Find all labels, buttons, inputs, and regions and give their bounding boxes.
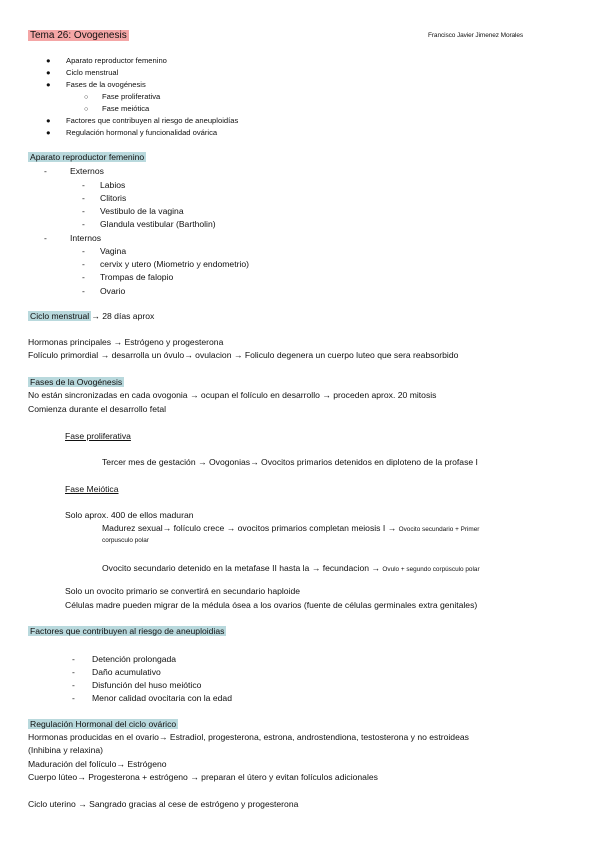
circle-bullet-icon: ○: [84, 94, 89, 101]
paragraph-line: Hormonas producidas en el ovario→ Estradiol, progesterona, estrona, androstendiona, testosterona y no estroideas: [28, 732, 469, 742]
list-item: [44, 166, 104, 176]
list-item: [72, 654, 176, 664]
bullet-icon: ●: [46, 80, 51, 89]
list-item: [82, 193, 126, 203]
section-heading-factores: Factores que contribuyen al riesgo de aneuploidias: [30, 626, 225, 636]
list-item-label: Daño acumulativo: [92, 667, 161, 677]
dash-marker: -: [82, 259, 85, 269]
list-item: [72, 693, 232, 703]
dash-marker: -: [82, 286, 85, 296]
toc-subitem: [84, 92, 160, 101]
section-heading-regulacion: Regulación Hormonal del ciclo ovárico: [30, 719, 177, 729]
list-item: [82, 180, 125, 190]
ciclo-suffix: → 28 días aprox: [91, 311, 155, 321]
list-item-label: Clitoris: [100, 193, 127, 203]
list-item-label: Menor calidad ovocitaria con la edad: [92, 693, 232, 703]
list-item: [82, 272, 173, 282]
paragraph-line: Hormonas principales → Estrógeno y progesterona: [28, 337, 224, 347]
toc-item-label: Ciclo menstrual: [66, 68, 119, 77]
bullet-icon: ●: [46, 56, 51, 65]
dash-marker: -: [72, 667, 75, 677]
toc-item: [46, 80, 146, 89]
list-item-label: Detención prolongada: [92, 654, 177, 664]
paragraph-line: Solo un ovocito primario se convertirá en secundario haploide: [65, 586, 301, 596]
toc-item: [46, 128, 217, 137]
line-text-small: Ovocito secundario + Primer: [398, 526, 480, 533]
list-item-label: Glandula vestibular (Bartholin): [100, 219, 216, 229]
toc-item: [46, 116, 238, 125]
list-item-label: Disfunción del huso meiótico: [92, 680, 202, 690]
dash-marker: -: [72, 693, 75, 703]
paragraph-line: Cuerpo lúteo→ Progesterona + estrógeno → preparan el útero y evitan folículos adicionales: [28, 772, 378, 782]
paragraph-line: Folículo primordial → desarrolla un óvulo→ ovulacion → Foliculo degenera un cuerpo luteo que sera reabsorbido: [28, 350, 459, 360]
list-item: [82, 246, 126, 256]
paragraph-line: (Inhibina y relaxina): [28, 745, 103, 755]
paragraph-line: Tercer mes de gestación → Ovogonias→ Ovocitos primarios detenidos en diploteno de la profase I: [102, 457, 478, 467]
paragraph-line: Solo aprox. 400 de ellos maduran: [65, 510, 194, 520]
section-heading-fases: Fases de la Ovogénesis: [30, 377, 123, 387]
line-text: Madurez sexual→ folículo crece → ovocitos primarios completan meiosis I →: [102, 523, 399, 533]
dash-marker: -: [82, 180, 85, 190]
dash-marker: -: [82, 219, 85, 229]
dash-marker: -: [82, 272, 85, 282]
list-item-label: cervix y utero (Miometrio y endometrio): [100, 259, 250, 269]
bullet-icon: ●: [46, 68, 51, 77]
paragraph-line: [102, 523, 479, 533]
line-text-small: Ovulo + segundo corpúsculo polar: [382, 566, 480, 573]
paragraph-line: No están sincronizadas en cada ovogonia → ocupan el folículo en desarrollo → proceden aprox. 20 mitosis: [28, 390, 437, 400]
paragraph-line-small: corpusculo polar: [102, 537, 149, 544]
list-item: [72, 680, 201, 690]
list-item-label: Vagina: [100, 246, 127, 256]
toc-item-label: Fases de la ovogénesis: [66, 80, 146, 89]
list-item: [82, 286, 125, 296]
paragraph-line: Células madre pueden migrar de la médula ósea a los ovarios (fuente de células germinales extra genitales): [65, 600, 478, 610]
list-item-label: Ovario: [100, 286, 126, 296]
list-item-label: Externos: [70, 166, 104, 176]
list-item: [44, 233, 101, 243]
dash-marker: -: [72, 654, 75, 664]
paragraph-line: [102, 563, 480, 573]
toc-item-label: Aparato reproductor femenino: [66, 56, 167, 65]
toc-item: [46, 56, 167, 65]
author-name: Francisco Javier Jimenez Morales: [428, 32, 524, 39]
dash-marker: -: [72, 680, 75, 690]
ciclo-heading-line: [28, 311, 154, 321]
toc-item: [46, 68, 118, 77]
dash-marker: -: [44, 166, 47, 176]
list-item-label: Trompas de falopio: [100, 272, 174, 282]
paragraph-line: Comienza durante el desarrollo fetal: [28, 404, 167, 414]
toc-item-label: Fase proliferativa: [102, 92, 161, 101]
paragraph-line: Ciclo uterino → Sangrado gracias al cese de estrógeno y progesterona: [28, 799, 299, 809]
subheading-meiotica: Fase Meiótica: [65, 484, 119, 494]
dash-marker: -: [82, 193, 85, 203]
toc-item-label: Fase meiótica: [102, 104, 150, 113]
dash-marker: -: [82, 246, 85, 256]
paragraph-line: Maduración del folículo→ Estrógeno: [28, 759, 167, 769]
subheading-proliferativa: Fase proliferativa: [65, 431, 131, 441]
toc-subitem: [84, 104, 149, 113]
circle-bullet-icon: ○: [84, 106, 89, 113]
page-title: Tema 26: Ovogenesis: [30, 30, 127, 41]
list-item-label: Labios: [100, 180, 126, 190]
bullet-icon: ●: [46, 128, 51, 137]
list-item-label: Internos: [70, 233, 102, 243]
dash-marker: -: [44, 233, 47, 243]
list-item: [82, 206, 184, 216]
section-heading-aparato: Aparato reproductor femenino: [30, 152, 145, 162]
toc-item-label: Factores que contribuyen al riesgo de aneuploidías: [66, 116, 239, 125]
dash-marker: -: [82, 206, 85, 216]
toc-item-label: Regulación hormonal y funcionalidad ovárica: [66, 128, 218, 137]
section-heading-ciclo: Ciclo menstrual: [30, 311, 90, 321]
list-item: [72, 667, 161, 677]
list-item-label: Vestibulo de la vagina: [100, 206, 184, 216]
list-item: [82, 219, 216, 229]
list-item: [82, 259, 249, 269]
line-text: Ovocito secundario detenido en la metafase II hasta la → fecundacion →: [102, 563, 383, 573]
bullet-icon: ●: [46, 116, 51, 125]
